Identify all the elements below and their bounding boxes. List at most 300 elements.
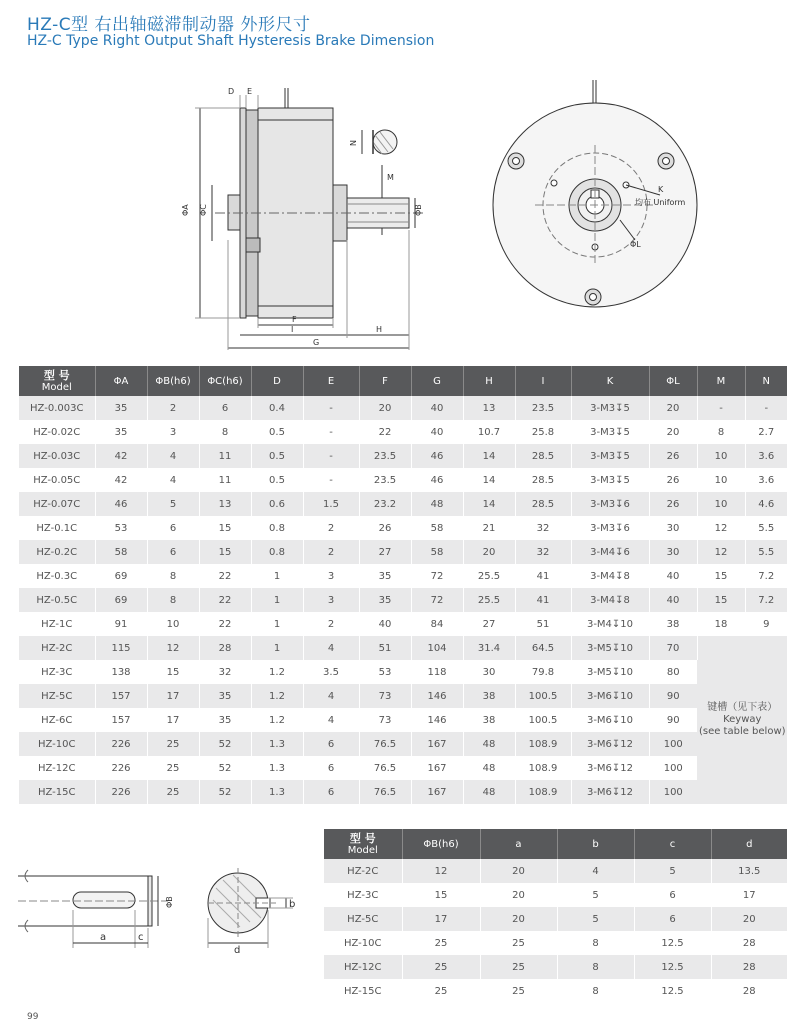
side-view-drawing	[170, 80, 440, 355]
table-cell: 17	[147, 708, 199, 732]
table-cell: 21	[463, 516, 515, 540]
table-cell: HZ-3C	[324, 883, 402, 907]
table-cell: HZ-6C	[19, 708, 95, 732]
keyway-table	[324, 829, 787, 1003]
table-cell: 25	[402, 979, 480, 1003]
table-cell: 12.5	[634, 955, 711, 979]
table-cell: 30	[463, 660, 515, 684]
table-cell: 1	[251, 588, 303, 612]
table-cell: 6	[147, 540, 199, 564]
table-cell: HZ-3C	[19, 660, 95, 684]
table-cell: 20	[649, 396, 697, 420]
front-view-drawing	[485, 75, 710, 315]
table-cell: 8	[557, 955, 634, 979]
table-cell: HZ-2C	[324, 859, 402, 883]
table-cell: 3-M3↧5	[571, 396, 649, 420]
table-cell: 20	[359, 396, 411, 420]
table-cell: 30	[649, 516, 697, 540]
table-cell: 1.3	[251, 756, 303, 780]
table-cell: 42	[95, 444, 147, 468]
table-cell: 58	[95, 540, 147, 564]
table-cell: 3-M5↧10	[571, 660, 649, 684]
dimension-table-header	[19, 366, 787, 396]
table-cell: 5	[634, 859, 711, 883]
table-cell: 23.5	[359, 468, 411, 492]
table-cell: 23.2	[359, 492, 411, 516]
dim-G-label: G	[313, 338, 320, 347]
dim-L-label: ΦL	[630, 240, 641, 249]
table-row	[324, 859, 787, 883]
table-cell: 1.5	[303, 492, 359, 516]
table-cell: 28.5	[515, 492, 571, 516]
table-cell: 40	[411, 396, 463, 420]
table-cell: 15	[697, 588, 745, 612]
table-cell: 69	[95, 588, 147, 612]
table-cell: 35	[95, 420, 147, 444]
table-cell: 35	[359, 588, 411, 612]
table-cell: 0.4	[251, 396, 303, 420]
table-cell: HZ-0.5C	[19, 588, 95, 612]
table-cell: 15	[697, 564, 745, 588]
table-cell: 40	[649, 588, 697, 612]
table-row	[324, 979, 787, 1003]
key-col-B: ΦB(h6)	[402, 829, 480, 859]
table-cell: 11	[199, 468, 251, 492]
table-cell: 70	[649, 636, 697, 660]
col-E: E	[303, 366, 359, 396]
table-cell: 12	[402, 859, 480, 883]
table-cell: 51	[359, 636, 411, 660]
table-cell: 48	[411, 492, 463, 516]
table-cell: 20	[480, 883, 557, 907]
table-cell: 3-M4↧6	[571, 540, 649, 564]
table-cell: 167	[411, 780, 463, 804]
table-cell: 25	[147, 780, 199, 804]
table-cell: 3	[303, 588, 359, 612]
table-cell: 17	[711, 883, 787, 907]
table-cell: 30	[649, 540, 697, 564]
table-cell: 20	[711, 907, 787, 931]
table-cell: 48	[463, 732, 515, 756]
table-cell: 72	[411, 564, 463, 588]
table-cell: 157	[95, 684, 147, 708]
table-cell: 12.5	[634, 931, 711, 955]
table-row	[324, 955, 787, 979]
table-cell: 46	[95, 492, 147, 516]
table-cell: 4	[303, 708, 359, 732]
table-cell: 13	[463, 396, 515, 420]
page-number: 99	[27, 1012, 39, 1022]
table-cell: 1	[251, 612, 303, 636]
table-cell: 2	[303, 540, 359, 564]
dim-C-label: ΦC	[199, 204, 208, 216]
col-B: ΦB(h6)	[147, 366, 199, 396]
table-cell: 32	[199, 660, 251, 684]
col-C: ΦC(h6)	[199, 366, 251, 396]
table-cell: -	[303, 420, 359, 444]
table-cell: 64.5	[515, 636, 571, 660]
table-cell: 5	[147, 492, 199, 516]
table-cell: HZ-0.03C	[19, 444, 95, 468]
keyway-drawing	[18, 858, 318, 958]
table-cell: 3.6	[745, 444, 787, 468]
table-cell: 1.2	[251, 684, 303, 708]
table-cell: 23.5	[515, 396, 571, 420]
table-cell: 146	[411, 684, 463, 708]
table-cell: 20	[649, 420, 697, 444]
table-cell: 32	[515, 516, 571, 540]
dim-B-label: ΦB	[414, 204, 423, 216]
table-cell: 51	[515, 612, 571, 636]
table-cell: 10	[697, 492, 745, 516]
key-col-d: d	[711, 829, 787, 859]
dim-M-label: M	[387, 173, 394, 182]
table-cell: 3-M4↧8	[571, 588, 649, 612]
dim-D-label: D	[228, 87, 235, 96]
col-L: ΦL	[649, 366, 697, 396]
table-cell: 58	[411, 516, 463, 540]
table-cell: 108.9	[515, 780, 571, 804]
table-cell: 28.5	[515, 444, 571, 468]
table-cell: 4	[557, 859, 634, 883]
col-M: M	[697, 366, 745, 396]
table-cell: 4	[147, 468, 199, 492]
table-row	[19, 780, 787, 804]
table-cell: 12	[697, 516, 745, 540]
table-row	[19, 564, 787, 588]
dim-H-label: H	[376, 325, 383, 334]
table-cell: 10	[697, 444, 745, 468]
table-cell: 8	[557, 979, 634, 1003]
table-cell: 1	[251, 636, 303, 660]
table-cell: 3-M3↧5	[571, 444, 649, 468]
keyway-table-header	[324, 829, 787, 859]
table-cell: 3-M6↧10	[571, 684, 649, 708]
table-cell: 3-M3↧6	[571, 492, 649, 516]
table-cell: 17	[147, 684, 199, 708]
table-cell: 84	[411, 612, 463, 636]
table-cell: 8	[557, 931, 634, 955]
table-cell: 46	[411, 468, 463, 492]
table-cell: 25	[402, 931, 480, 955]
table-cell: 22	[199, 588, 251, 612]
key-d-label: d	[234, 945, 241, 956]
table-cell: 0.8	[251, 540, 303, 564]
table-cell: 26	[649, 492, 697, 516]
key-a-label: a	[100, 932, 107, 943]
table-cell: 26	[359, 516, 411, 540]
table-row	[19, 708, 787, 732]
table-cell: 10	[697, 468, 745, 492]
uniform-label: 均布 Uniform	[635, 198, 686, 207]
table-cell: 12.5	[634, 979, 711, 1003]
table-cell: 6	[303, 732, 359, 756]
table-cell: 26	[649, 444, 697, 468]
col-model: 型 号 Model	[19, 366, 95, 396]
table-cell: 3	[303, 564, 359, 588]
table-cell: 25.8	[515, 420, 571, 444]
dim-F-label: F	[292, 315, 297, 324]
table-cell: 3-M3↧6	[571, 516, 649, 540]
table-cell: 0.8	[251, 516, 303, 540]
table-cell: 100.5	[515, 684, 571, 708]
table-row	[19, 468, 787, 492]
table-cell: 2	[147, 396, 199, 420]
col-F: F	[359, 366, 411, 396]
table-cell: 100	[649, 756, 697, 780]
table-cell: 76.5	[359, 732, 411, 756]
dim-K-label: K	[658, 185, 664, 194]
table-cell: 1.3	[251, 780, 303, 804]
table-cell: HZ-0.05C	[19, 468, 95, 492]
table-cell: HZ-1C	[19, 612, 95, 636]
dim-A-label: ΦA	[181, 204, 190, 216]
table-cell: 108.9	[515, 756, 571, 780]
table-cell: 25	[480, 979, 557, 1003]
table-row	[19, 732, 787, 756]
table-cell: 7.2	[745, 564, 787, 588]
table-cell: 90	[649, 708, 697, 732]
table-cell: 108.9	[515, 732, 571, 756]
col-I: I	[515, 366, 571, 396]
dimension-table	[19, 366, 787, 804]
table-cell: 100	[649, 780, 697, 804]
table-cell: 104	[411, 636, 463, 660]
table-cell: HZ-5C	[19, 684, 95, 708]
table-row	[19, 660, 787, 684]
table-cell: 52	[199, 756, 251, 780]
col-D: D	[251, 366, 303, 396]
table-cell: 40	[649, 564, 697, 588]
table-cell: 32	[515, 540, 571, 564]
table-cell: 3-M6↧10	[571, 708, 649, 732]
table-cell: 28	[711, 931, 787, 955]
table-cell: 25	[480, 955, 557, 979]
table-cell: 25	[480, 931, 557, 955]
table-cell: 38	[649, 612, 697, 636]
table-cell: 13	[199, 492, 251, 516]
table-cell: 9	[745, 612, 787, 636]
col-K: K	[571, 366, 649, 396]
table-cell: 3	[147, 420, 199, 444]
table-cell: -	[697, 396, 745, 420]
table-cell: 138	[95, 660, 147, 684]
table-cell: 1.3	[251, 732, 303, 756]
table-cell: 76.5	[359, 756, 411, 780]
table-cell: HZ-0.1C	[19, 516, 95, 540]
table-cell: 8	[199, 420, 251, 444]
table-cell: 42	[95, 468, 147, 492]
table-cell: 38	[463, 708, 515, 732]
table-cell: 27	[463, 612, 515, 636]
table-cell: 31.4	[463, 636, 515, 660]
table-cell: HZ-12C	[19, 756, 95, 780]
table-cell: 7.2	[745, 588, 787, 612]
table-cell: 3-M3↧5	[571, 420, 649, 444]
table-row	[19, 516, 787, 540]
table-cell: HZ-15C	[324, 979, 402, 1003]
keyway-note-en2: (see table below)	[698, 726, 786, 737]
table-cell: 8	[147, 564, 199, 588]
table-cell: 15	[147, 660, 199, 684]
table-cell: 35	[359, 564, 411, 588]
table-cell: 53	[95, 516, 147, 540]
table-cell: 28.5	[515, 468, 571, 492]
dim-I-label: I	[291, 325, 294, 334]
table-cell: 226	[95, 780, 147, 804]
page-title-cn: HZ-C型 右出轴磁滞制动器 外形尺寸	[27, 15, 311, 35]
table-cell: 28	[711, 979, 787, 1003]
table-cell: 8	[697, 420, 745, 444]
key-B-label: ΦB	[165, 896, 174, 908]
table-cell: 118	[411, 660, 463, 684]
table-cell: 5.5	[745, 516, 787, 540]
table-row	[19, 492, 787, 516]
table-cell: HZ-10C	[324, 931, 402, 955]
table-cell: 58	[411, 540, 463, 564]
table-cell: 6	[634, 883, 711, 907]
table-cell: 11	[199, 444, 251, 468]
table-cell: 73	[359, 708, 411, 732]
table-cell: 53	[359, 660, 411, 684]
keyway-note-cn: 键槽（见下表）	[707, 702, 778, 713]
table-cell: 23.5	[359, 444, 411, 468]
table-cell: 25.5	[463, 564, 515, 588]
col-H: H	[463, 366, 515, 396]
table-row	[324, 931, 787, 955]
table-row	[19, 444, 787, 468]
key-c-label: c	[138, 932, 144, 943]
table-cell: 2	[303, 516, 359, 540]
table-cell: -	[303, 444, 359, 468]
table-row	[324, 907, 787, 931]
table-cell: 35	[199, 708, 251, 732]
table-cell: 52	[199, 780, 251, 804]
table-cell: 6	[634, 907, 711, 931]
table-row	[19, 636, 787, 660]
table-cell: 0.6	[251, 492, 303, 516]
table-cell: 27	[359, 540, 411, 564]
table-cell: HZ-0.02C	[19, 420, 95, 444]
key-col-c: c	[634, 829, 711, 859]
table-cell: 26	[649, 468, 697, 492]
table-cell: 3.6	[745, 468, 787, 492]
table-cell: 226	[95, 732, 147, 756]
table-cell: 167	[411, 732, 463, 756]
table-cell: 14	[463, 444, 515, 468]
table-cell: 40	[359, 612, 411, 636]
key-b-label: b	[289, 899, 296, 910]
table-cell: 14	[463, 492, 515, 516]
table-cell: 69	[95, 564, 147, 588]
table-cell: 35	[95, 396, 147, 420]
table-cell: 13.5	[711, 859, 787, 883]
table-cell: 3-M6↧12	[571, 732, 649, 756]
table-cell: HZ-0.07C	[19, 492, 95, 516]
table-cell: 46	[411, 444, 463, 468]
key-col-model: 型 号 Model	[324, 829, 402, 859]
table-row	[19, 684, 787, 708]
table-cell: 4	[303, 684, 359, 708]
table-cell: 12	[147, 636, 199, 660]
table-cell: 90	[649, 684, 697, 708]
table-cell: 28	[199, 636, 251, 660]
table-cell: 3-M6↧12	[571, 756, 649, 780]
table-row	[19, 612, 787, 636]
table-cell: 3-M5↧10	[571, 636, 649, 660]
table-cell: 3-M6↧12	[571, 780, 649, 804]
table-cell: 25	[402, 955, 480, 979]
table-cell: 100.5	[515, 708, 571, 732]
keyway-note	[697, 636, 787, 804]
table-cell: 22	[199, 612, 251, 636]
table-cell: 226	[95, 756, 147, 780]
table-cell: 2.7	[745, 420, 787, 444]
table-cell: 6	[303, 780, 359, 804]
table-cell: 20	[480, 907, 557, 931]
table-cell: 28	[711, 955, 787, 979]
table-cell: 5.5	[745, 540, 787, 564]
table-cell: -	[303, 396, 359, 420]
table-cell: 6	[199, 396, 251, 420]
table-cell: HZ-10C	[19, 732, 95, 756]
table-cell: 15	[402, 883, 480, 907]
table-cell: -	[745, 396, 787, 420]
table-cell: HZ-0.3C	[19, 564, 95, 588]
table-cell: 20	[480, 859, 557, 883]
table-cell: 1.2	[251, 660, 303, 684]
table-cell: 35	[199, 684, 251, 708]
table-cell: 76.5	[359, 780, 411, 804]
table-cell: 0.5	[251, 444, 303, 468]
table-cell: 3-M4↧10	[571, 612, 649, 636]
table-cell: 12	[697, 540, 745, 564]
table-cell: 10	[147, 612, 199, 636]
table-cell: 5	[557, 907, 634, 931]
key-col-a: a	[480, 829, 557, 859]
table-cell: 3.5	[303, 660, 359, 684]
page-title-en: HZ-C Type Right Output Shaft Hysteresis Brake Dimension	[27, 33, 435, 49]
keyway-note-en1: Keyway	[723, 714, 762, 725]
table-cell: 6	[147, 516, 199, 540]
table-cell: HZ-0.2C	[19, 540, 95, 564]
table-cell: 17	[402, 907, 480, 931]
table-cell: 14	[463, 468, 515, 492]
table-cell: 4.6	[745, 492, 787, 516]
table-cell: -	[303, 468, 359, 492]
table-cell: 25	[147, 756, 199, 780]
table-cell: 80	[649, 660, 697, 684]
table-cell: 22	[199, 564, 251, 588]
table-cell: 18	[697, 612, 745, 636]
col-G: G	[411, 366, 463, 396]
table-cell: 41	[515, 564, 571, 588]
table-cell: HZ-2C	[19, 636, 95, 660]
table-cell: 0.5	[251, 468, 303, 492]
table-row	[19, 756, 787, 780]
table-cell: 5	[557, 883, 634, 907]
table-cell: 115	[95, 636, 147, 660]
key-col-b: b	[557, 829, 634, 859]
table-cell: 157	[95, 708, 147, 732]
table-cell: 1.2	[251, 708, 303, 732]
table-row	[19, 588, 787, 612]
table-cell: 73	[359, 684, 411, 708]
table-row	[19, 420, 787, 444]
table-cell: 2	[303, 612, 359, 636]
table-cell: 3-M4↧8	[571, 564, 649, 588]
dim-N-label: N	[349, 140, 358, 146]
